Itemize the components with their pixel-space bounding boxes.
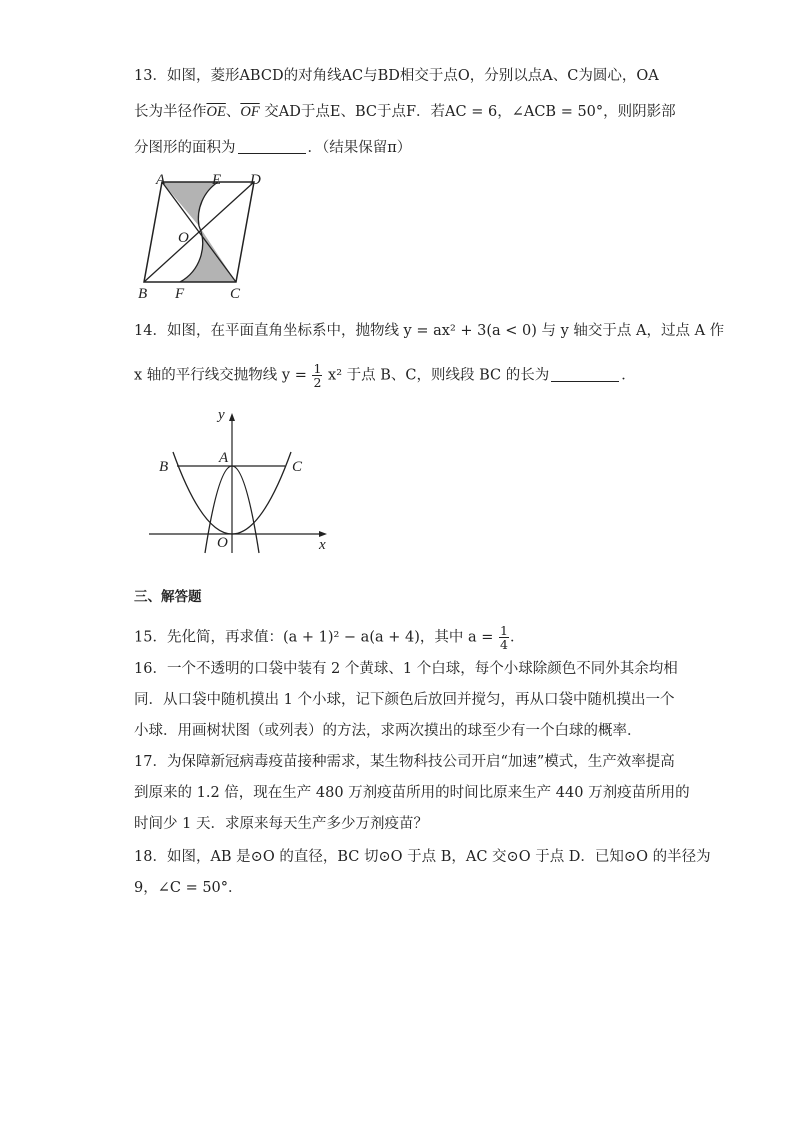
q18-line1: 18．如图，AB 是⊙O 的直径，BC 切⊙O 于点 B，AC 交⊙O 于点 D．已知⊙O 的半径为 bbox=[134, 849, 711, 865]
label-d: D bbox=[250, 172, 261, 188]
q15-line bbox=[134, 624, 524, 651]
parabola-figure bbox=[145, 405, 335, 555]
q16-line3: 小球．用画树状图（或列表）的方法，求两次摸出的球至少有一个白球的概率． bbox=[134, 723, 642, 739]
label-a: A bbox=[219, 450, 229, 466]
q14-line2-mid: x² 于点 B、C，则线段 BC 的长为 bbox=[328, 367, 550, 384]
arc-of: $\overline{OF}$ bbox=[240, 104, 260, 120]
q15-text-end: ． bbox=[509, 629, 525, 646]
q13-line3-end: ．（结果保留π） bbox=[307, 140, 412, 156]
label-b: B bbox=[138, 286, 148, 302]
label-e: E bbox=[212, 172, 222, 188]
q14-line2 bbox=[134, 362, 636, 389]
arc-oe: $\overline{OE}$ bbox=[206, 104, 226, 120]
q15-frac-num: 1 bbox=[500, 623, 508, 638]
q13-line2-end: 交AD于点E、BC于点F．若AC = 6，∠ACB = 50°，则阴影部 bbox=[264, 104, 676, 120]
q14-fraction bbox=[312, 362, 322, 389]
q17-line3: 时间少 1 天．求原来每天生产多少万剂疫苗？ bbox=[134, 816, 428, 832]
q17-line1: 17．为保障新冠病毒疫苗接种需求，某生物科技公司开启“加速”模式，生产效率提高 bbox=[134, 754, 675, 770]
q13-line3 bbox=[134, 138, 411, 158]
q13-answer-blank[interactable] bbox=[238, 139, 306, 154]
q17-line2: 到原来的 1.2 倍，现在生产 480 万剂疫苗所用的时间比原来生产 440 万剂疫苗所用的 bbox=[134, 785, 690, 801]
q15-frac-den: 4 bbox=[500, 637, 508, 652]
q16-line1: 16．一个不透明的口袋中装有 2 个黄球、1 个白球，每个小球除颜色不同外其余均相 bbox=[134, 661, 678, 677]
label-b: B bbox=[159, 459, 169, 475]
q15-text-start: 15．先化简，再求值：(a + 1)² − a(a + 4)，其中 a = bbox=[134, 629, 494, 646]
label-c: C bbox=[230, 286, 241, 302]
q13-sep: 、 bbox=[225, 104, 241, 120]
q16-line2: 同．从口袋中随机摸出 1 个小球，记下颜色后放回并搅匀，再从口袋中随机摸出一个 bbox=[134, 692, 675, 708]
q14-line1: 14．如图，在平面直角坐标系中，抛物线 y = ax² + 3(a < 0) 与 y 轴交于点 A，过点 A 作 bbox=[134, 323, 725, 339]
y-axis-arrow bbox=[229, 413, 235, 421]
label-c: C bbox=[292, 459, 303, 475]
label-o: O bbox=[178, 230, 189, 246]
q14-line2-start: x 轴的平行线交抛物线 y = bbox=[134, 367, 307, 384]
label-y: y bbox=[218, 407, 225, 423]
label-o: O bbox=[217, 535, 228, 551]
rhombus-figure bbox=[132, 170, 262, 302]
label-f: F bbox=[175, 286, 185, 302]
q14-line2-end: ． bbox=[621, 367, 636, 384]
q13-line3-start: 分图形的面积为 bbox=[134, 140, 236, 156]
q13-line2-start: 长为半径作 bbox=[134, 104, 207, 120]
q13-line2 bbox=[134, 102, 676, 122]
q14-frac-num: 1 bbox=[313, 361, 322, 376]
q14-answer-blank[interactable] bbox=[551, 367, 619, 382]
q13-line1: 13．如图，菱形ABCD的对角线AC与BD相交于点O，分别以点A、C为圆心，OA bbox=[134, 68, 659, 84]
q14-frac-den: 2 bbox=[313, 375, 322, 390]
q15-fraction bbox=[499, 624, 509, 651]
section-title: 三、解答题 bbox=[134, 589, 202, 605]
label-a: A bbox=[156, 172, 166, 188]
q18-line2: 9，∠C = 50°． bbox=[134, 880, 243, 896]
label-x: x bbox=[319, 537, 326, 553]
